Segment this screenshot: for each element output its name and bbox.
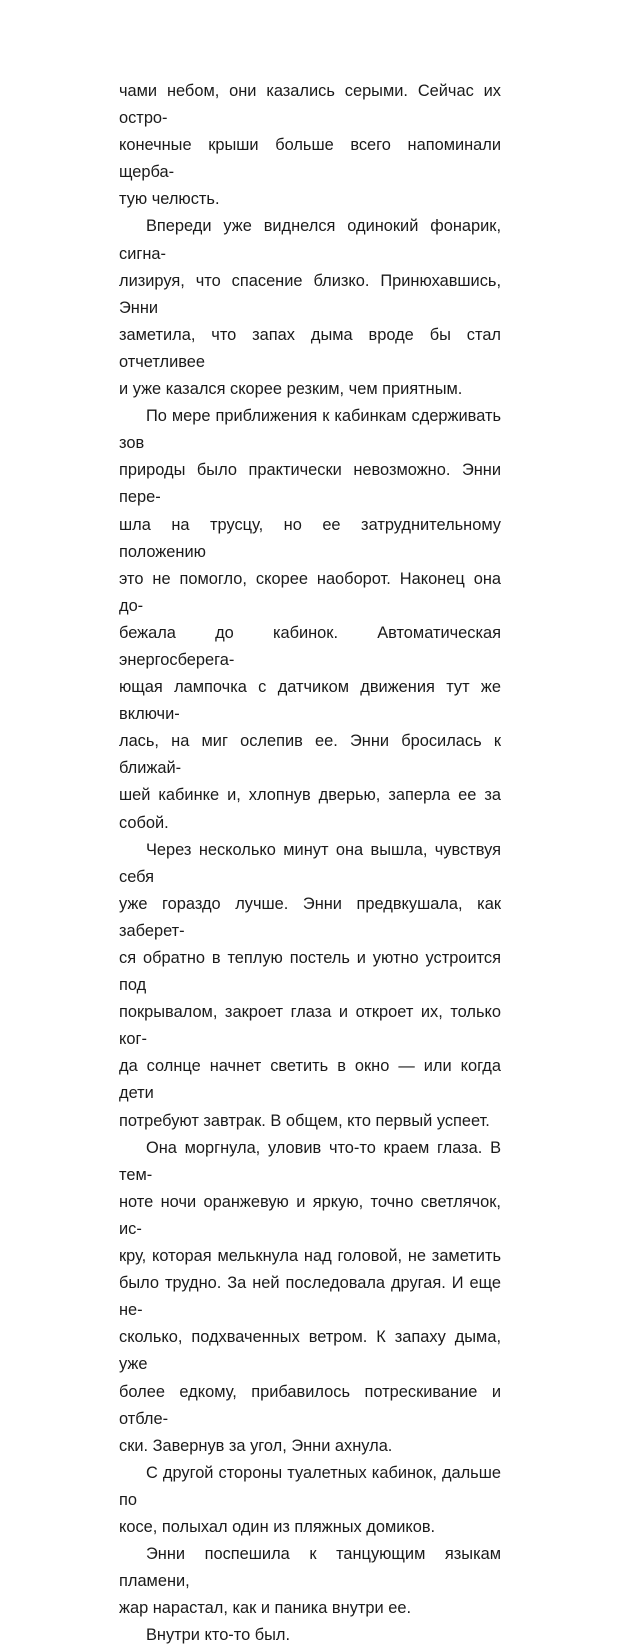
text-line: уже гораздо лучше. Энни предвкушала, как заберет- (119, 894, 501, 940)
book-page-text (119, 78, 501, 1649)
text-line: конечные крыши больше всего напоминали щерба- (119, 136, 501, 182)
text-line: это не помогло, скорее наоборот. Наконец она до- (119, 569, 501, 615)
paragraph (119, 403, 501, 837)
text-line: ски. Завернув за угол, Энни ахнула. (119, 1436, 393, 1455)
paragraph (119, 837, 501, 1135)
text-line: бежала до кабинок. Автоматическая энергосберега- (119, 623, 501, 669)
text-line: и уже казался скорее резким, чем приятным. (119, 380, 463, 399)
text-line: сколько, подхваченных ветром. К запаху дыма, уже (119, 1328, 501, 1374)
text-line: чами небом, они казались серыми. Сейчас их остро- (119, 82, 501, 128)
paragraph (119, 1460, 501, 1541)
text-line: лась, на миг ослепив ее. Энни бросилась к ближай- (119, 732, 501, 778)
text-line: потребуют завтрак. В общем, кто первый успеет. (119, 1111, 490, 1130)
text-line: жар нарастал, как и паника внутри ее. (119, 1599, 412, 1618)
text-line: заметила, что запах дыма вроде бы стал отчетливее (119, 325, 501, 371)
text-line: Внутри кто-то был. (146, 1626, 291, 1645)
text-line: было трудно. За ней последовала другая. И еще не- (119, 1274, 501, 1320)
text-line: ноте ночи оранжевую и яркую, точно светлячок, ис- (119, 1192, 501, 1238)
paragraph (119, 78, 501, 213)
text-line: шей кабинке и, хлопнув дверью, заперла ее за собой. (119, 786, 501, 832)
text-line: Через несколько минут она вышла, чувствуя себя (119, 840, 501, 886)
text-line: да солнце начнет светить в окно — или когда дети (119, 1057, 501, 1103)
text-line: природы было практически невозможно. Энни пере- (119, 461, 501, 507)
text-line: ющая лампочка с датчиком движения тут же включи- (119, 678, 501, 724)
text-line: По мере приближения к кабинкам сдерживать зов (119, 407, 501, 453)
text-line: Впереди уже виднелся одинокий фонарик, сигна- (119, 217, 501, 263)
text-line: Она моргнула, уловив что-то краем глаза. В тем- (119, 1138, 501, 1184)
text-line: ся обратно в теплую постель и уютно устроится под (119, 949, 501, 995)
paragraph (119, 1541, 501, 1622)
text-line: тую челюсть. (119, 190, 220, 209)
text-line: кру, которая мелькнула над головой, не заметить (119, 1247, 501, 1266)
text-line: Энни поспешила к танцующим языкам пламени, (119, 1545, 501, 1591)
text-line: лизируя, что спасение близко. Принюхавшись, Энни (119, 271, 501, 317)
text-line: С другой стороны туалетных кабинок, дальше по (119, 1463, 501, 1509)
paragraph (119, 1135, 501, 1460)
text-line: шла на трусцу, но ее затруднительному положению (119, 515, 501, 561)
paragraph (119, 1622, 501, 1649)
text-line: покрывалом, закроет глаза и откроет их, только ког- (119, 1003, 501, 1049)
text-line: более едкому, прибавилось потрескивание и отбле- (119, 1382, 501, 1428)
text-line: косе, полыхал один из пляжных домиков. (119, 1517, 436, 1536)
paragraph (119, 213, 501, 403)
